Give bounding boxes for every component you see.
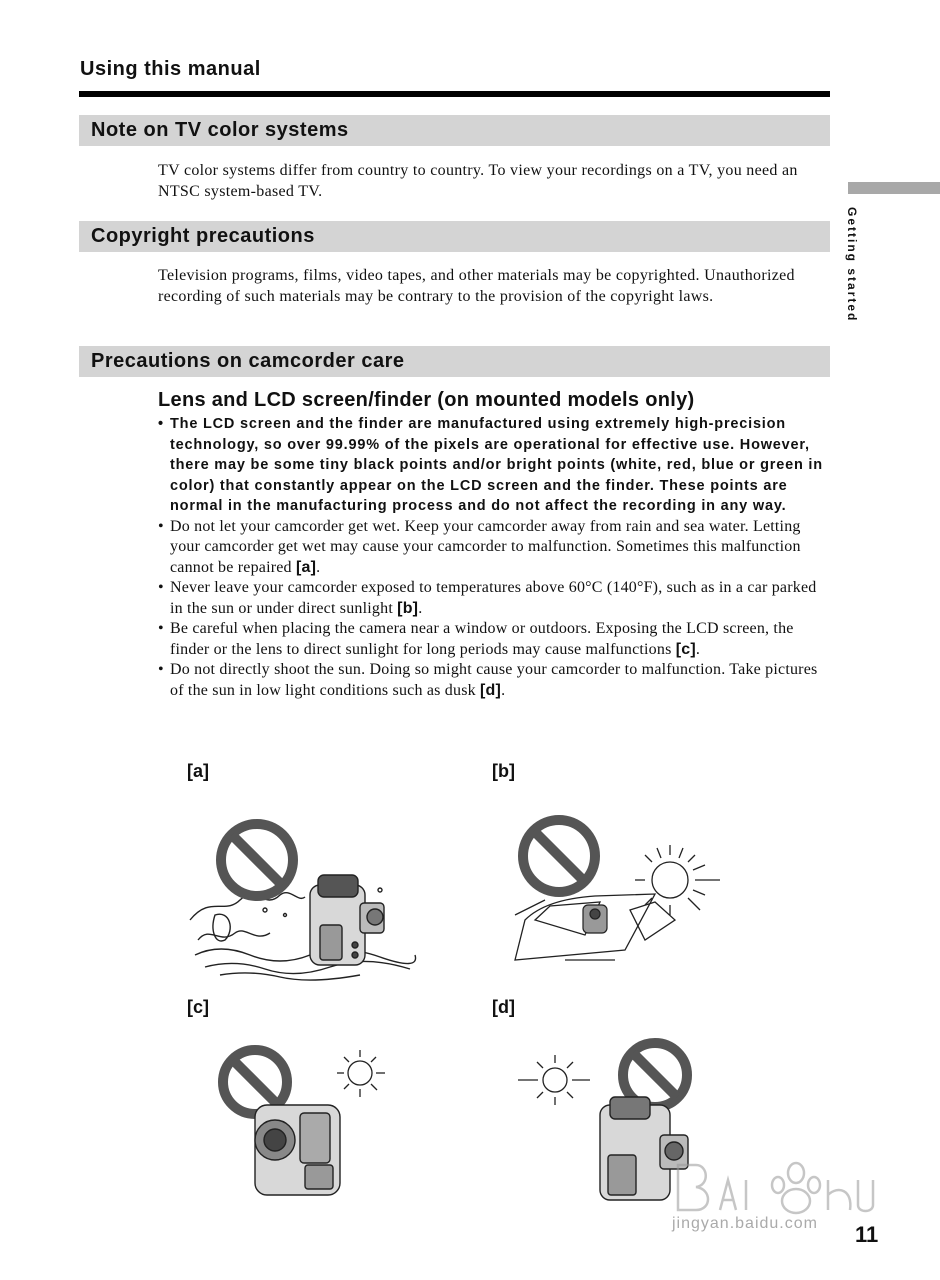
figure-label-a: [a] bbox=[187, 761, 209, 781]
figure-label-b: [b] bbox=[492, 761, 515, 781]
bullet-text: Do not let your camcorder get wet. Keep your camcorder away from rain and sea water. Letting your camcorder get wet may cause your camcorder to malfunction. Sometimes this malfunction cannot be repaired bbox=[170, 517, 801, 576]
bullet-item bbox=[158, 578, 830, 619]
care-bullet-list bbox=[158, 414, 830, 701]
figure-ref-c: [c] bbox=[675, 640, 696, 658]
tv-color-paragraph: TV color systems differ from country to country. To view your recordings on a TV, you need an NTSC system-based TV. bbox=[158, 162, 798, 200]
bullet-period: . bbox=[316, 558, 321, 576]
bullet-marker: • bbox=[158, 579, 164, 596]
side-tab-label: Getting started bbox=[845, 207, 859, 323]
figure-b-illustration bbox=[505, 810, 735, 970]
sun-icon bbox=[518, 1055, 590, 1105]
prohibition-icon bbox=[221, 824, 293, 896]
bullet-period: . bbox=[695, 640, 701, 658]
bullet-period: . bbox=[418, 599, 423, 617]
figure-ref-d: [d] bbox=[480, 681, 502, 699]
page-header-title: Using this manual bbox=[80, 58, 261, 80]
bullet-text: The LCD screen and the finder are manufactured using extremely high-precision technology, so over 99.99% of the pixels are operational for effective use. However, there may be some tiny black points and/or bright points (white, red, blue or green in color) that constantly appear on the LCD screen and the finder. These points are normal in the manufacturing process and do not affect the recording in any way. bbox=[170, 416, 823, 514]
bullet-text: Be careful when placing the camera near a window or outdoors. Exposing the LCD screen, the finder or the lens to direct sunlight for long periods may cause malfunctions bbox=[170, 620, 794, 658]
sun-icon bbox=[337, 1050, 385, 1097]
figure-a-illustration bbox=[180, 815, 430, 985]
bullet-item bbox=[158, 517, 830, 579]
bullet-marker: • bbox=[158, 416, 164, 432]
bullet-marker: • bbox=[158, 517, 164, 535]
bullet-marker: • bbox=[158, 620, 164, 637]
figure-label-d: [d] bbox=[492, 997, 515, 1017]
section-heading-copyright: Copyright precautions bbox=[79, 221, 830, 252]
bullet-marker: • bbox=[158, 661, 164, 678]
header-rule bbox=[79, 91, 830, 97]
bullet-item bbox=[158, 619, 830, 660]
bullet-text: Do not directly shoot the sun. Doing so might cause your camcorder to malfunction. Take pictures of the sun in low light conditions such as dusk bbox=[170, 661, 818, 699]
copyright-paragraph: Television programs, films, video tapes, and other materials may be copyrighted. Unauthorized recording of such materials may be contrary to the provision of the copyright laws. bbox=[158, 267, 795, 305]
bullet-item bbox=[158, 414, 830, 517]
camcorder-icon bbox=[583, 905, 607, 933]
watermark-url: jingyan.baidu.com bbox=[672, 1215, 818, 1232]
side-tab-marker bbox=[848, 182, 940, 194]
water-splash-icon bbox=[190, 888, 416, 980]
figure-ref-b: [b] bbox=[397, 599, 419, 617]
bullet-item bbox=[158, 660, 830, 701]
subheading-lens-lcd: Lens and LCD screen/finder (on mounted models only) bbox=[158, 389, 695, 411]
figure-c-illustration bbox=[215, 1045, 395, 1210]
section-heading-camcorder-care: Precautions on camcorder care bbox=[79, 346, 830, 377]
figure-label-c: [c] bbox=[187, 997, 209, 1017]
section-heading-tv-color: Note on TV color systems bbox=[79, 115, 830, 146]
bullet-period: . bbox=[501, 681, 506, 699]
figure-ref-a: [a] bbox=[295, 558, 317, 576]
prohibition-icon bbox=[523, 820, 595, 892]
camcorder-icon bbox=[310, 875, 384, 965]
bullet-text: Never leave your camcorder exposed to temperatures above 60°C (140°F), such as in a car parked in the sun or under direct sunlight bbox=[170, 579, 817, 617]
page-number: 11 bbox=[855, 1222, 879, 1247]
camcorder-icon bbox=[255, 1105, 340, 1195]
